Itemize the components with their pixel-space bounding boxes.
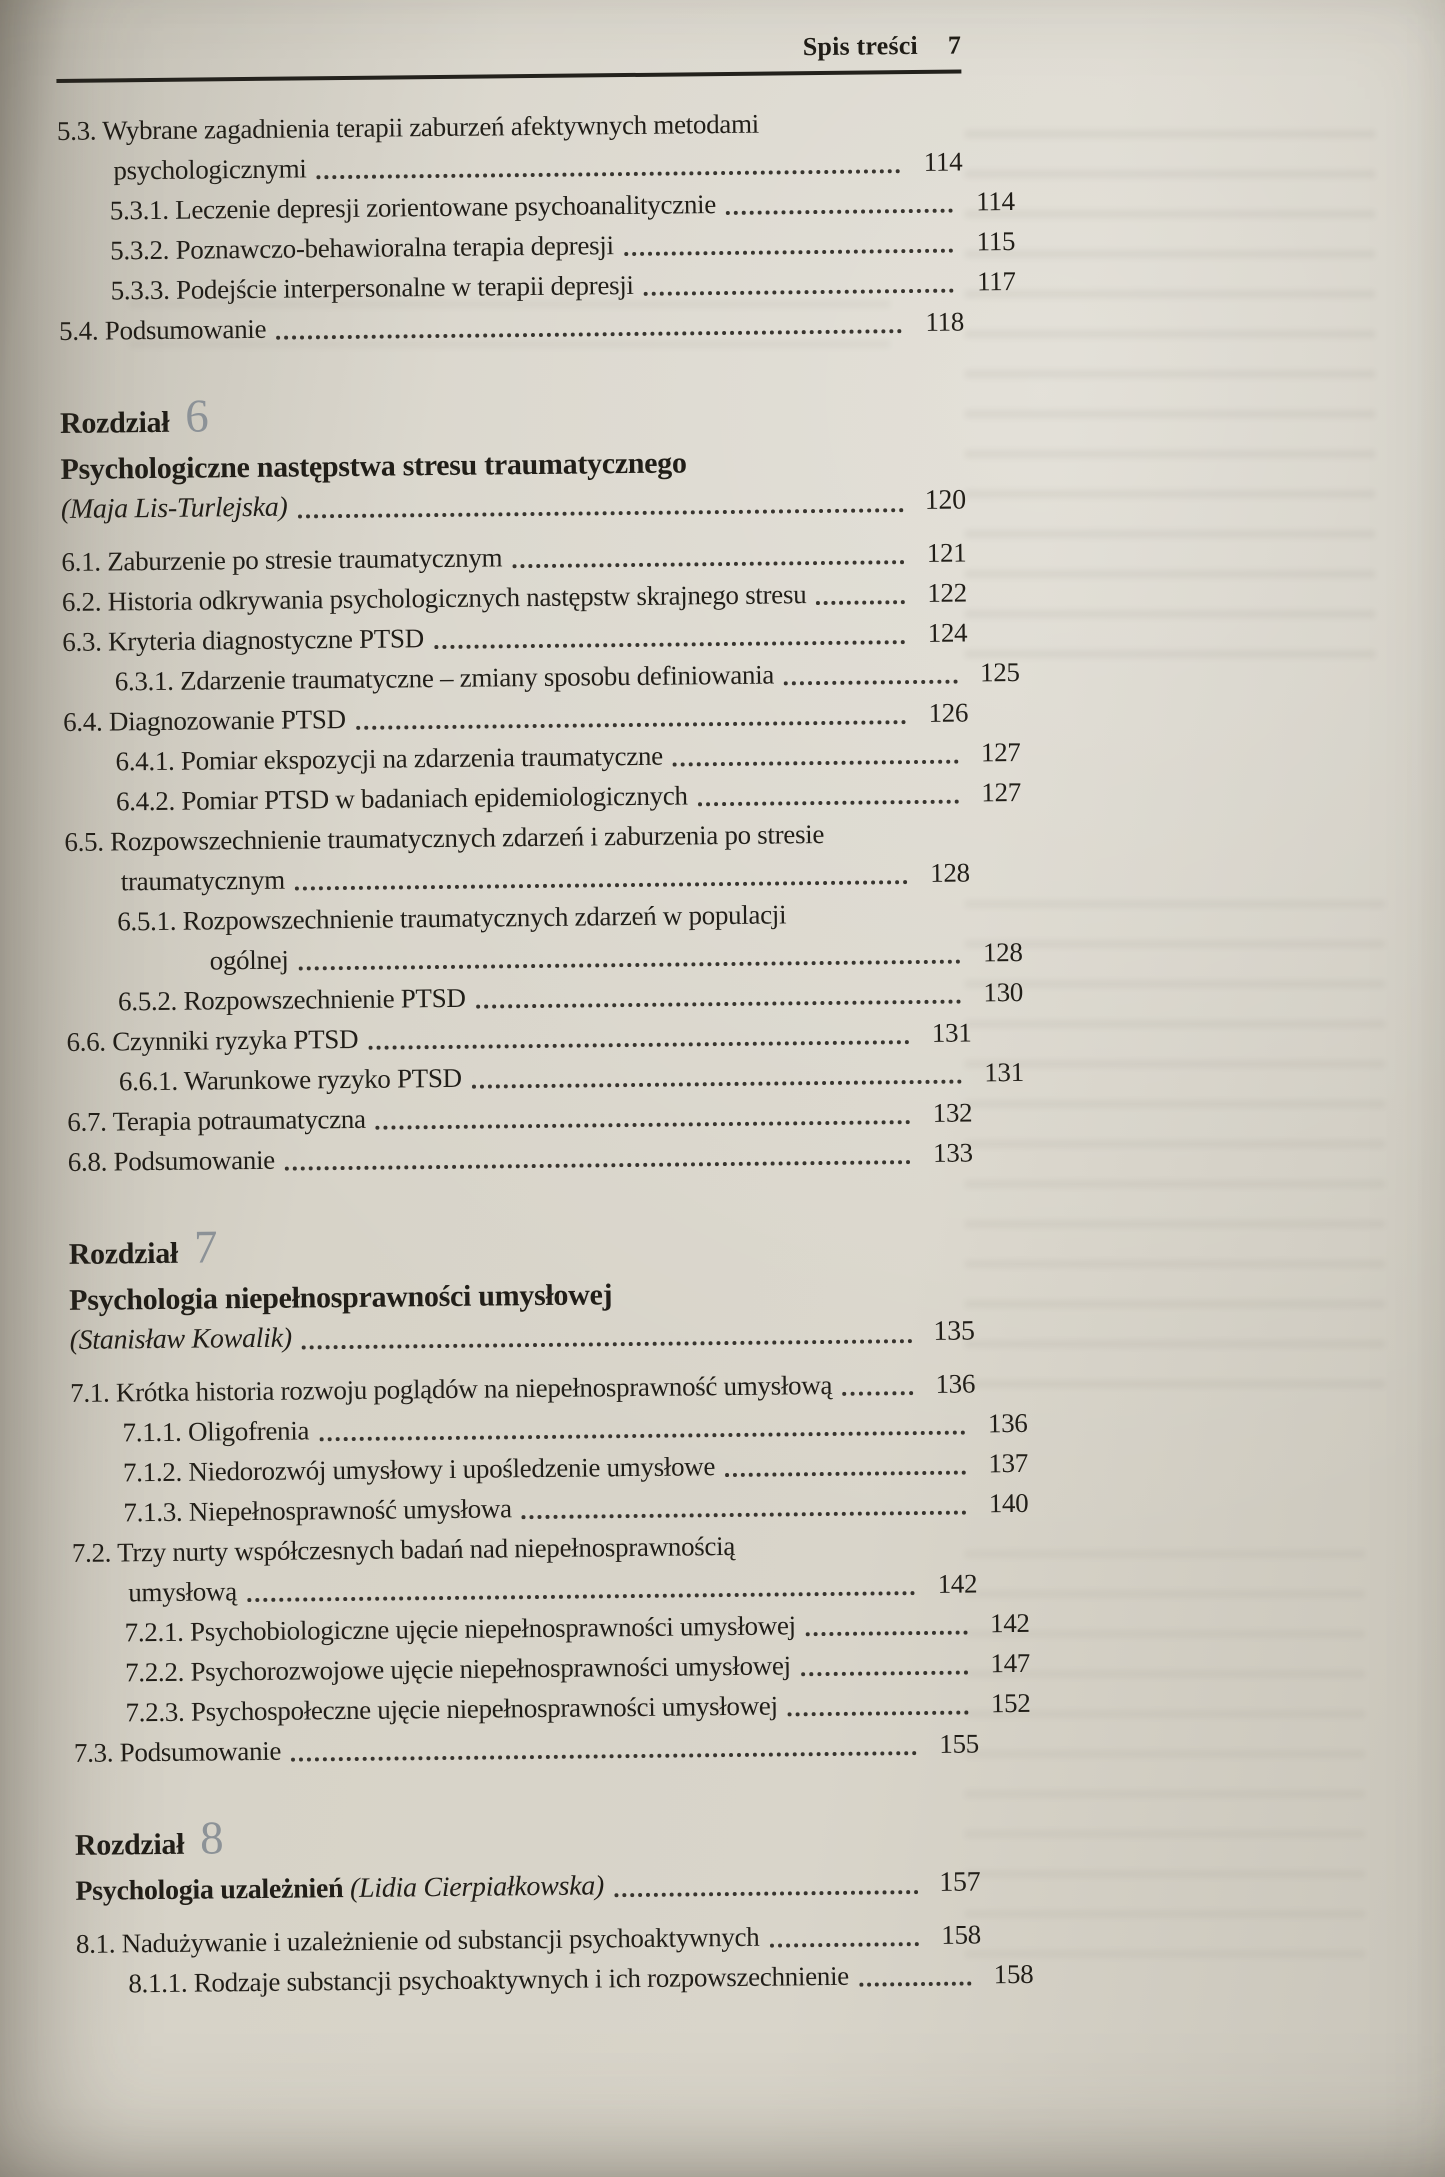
toc-page-number: 140 [988,1487,1029,1519]
dotted-leader [376,1120,911,1130]
toc-entry-number: 5.3.1. [109,194,176,226]
toc-entries-group [70,1363,1031,1772]
chapter-heading [75,1807,981,1911]
toc-entry-number: 6.5.2. [117,985,184,1017]
dotted-leader [472,1080,962,1089]
toc-entry-line: 6.5.1. Rozpowszechnienie traumatycznych zdarzeń w populacji [117,899,787,937]
dotted-leader [247,1591,915,1602]
toc-entry-line: 7.2. Trzy nurty współczesnych badań nad niepełnosprawnością [71,1530,736,1568]
toc-entry-text: 8.1. Nadużywanie i uzależnienie od substancji psychoaktywnych [75,1921,760,1959]
chapter-number: 7 [193,1221,218,1274]
dotted-leader [302,1339,913,1349]
toc-entry-text: 6.8. Podsumowanie [67,1144,276,1177]
toc-entry-text: 6.4. Diagnozowanie PTSD [62,704,346,737]
toc-entry-number: 5.3.2. [110,234,176,266]
toc-page-number: 128 [930,857,970,888]
toc-entry-text: 5.3.1. Leczenie depresji zorientowane psychoanalitycznie [109,189,717,226]
chapter-author-row [69,1311,974,1360]
toc-entry-number: 6.5.1. [117,905,183,937]
chapter-number: 6 [184,390,209,443]
toc-entry-text: 7.3. Podsumowanie [73,1735,282,1768]
toc-entry-number: 6.3. [62,626,109,657]
chapter-number: 8 [199,1812,224,1865]
header-rule [56,70,961,83]
toc-entry-text: ogólnej [209,944,289,976]
toc-page-number: 114 [923,146,963,177]
toc-page-number: 117 [976,265,1016,297]
toc-entry-number: 6.3.1. [114,665,181,697]
chapter-label [75,1807,980,1865]
toc-entry [128,1954,1033,2003]
toc-page-number: 157 [939,1866,981,1898]
toc-entry-number: 5.4. [58,315,105,346]
toc-entry-number: 7.1.1. [122,1416,189,1448]
dotted-leader [801,1671,968,1677]
toc-entry-line [128,1954,1033,2003]
chapter-heading [60,386,966,530]
chapter-title: Psychologia niepełnosprawności umysłowej [69,1278,613,1317]
toc-entry-text: 7.2.3. Psychospołeczne ujęcie niepełnosprawności umysłowej [125,1690,778,1728]
chapter-label [68,1216,973,1274]
toc-entry [68,1132,973,1181]
toc-entry-number: 5.3.3. [110,274,177,306]
toc-entry-text: 6.1. Zaburzenie po stresie traumatycznym [61,542,503,577]
page-header [56,31,961,70]
dotted-leader [319,1431,965,1442]
toc-page-number: 131 [984,1056,1025,1088]
toc-entry-number: 7.1.2. [122,1456,189,1488]
toc-page-number: 152 [990,1687,1031,1719]
toc-entry [57,102,963,191]
toc-entry-number: 6.5. [64,826,111,857]
toc-page-number: 127 [980,736,1021,768]
dotted-leader [842,1391,913,1396]
dotted-leader [769,1942,919,1948]
dotted-leader [295,880,908,890]
toc-entry-number: 7.1.3. [123,1496,189,1528]
chapter-label-word: Rozdział [59,405,170,440]
toc-page-number: 158 [993,1958,1034,1990]
dotted-leader [673,760,959,767]
toc-page-number: 126 [928,697,969,728]
toc-page-number: 142 [989,1607,1030,1639]
toc-entry-text: 6.7. Terapia potraumatyczna [67,1103,366,1137]
toc-page-number: 124 [927,617,968,648]
toc-entry-line [59,302,964,351]
show-through-ghost [965,900,1385,1420]
toc-page-number: 142 [937,1568,978,1599]
toc-entry-line: 5.3. Wybrane zagadnienia terapii zaburzeń afektywnych metodami [56,108,760,146]
dotted-leader [806,1631,968,1637]
toc-entry-text: 6.3.1. Zdarzenie traumatyczne – zmiany sposobu definiowania [114,659,775,697]
dotted-leader [476,1000,961,1009]
toc-entry-number: 6.7. [67,1106,113,1137]
toc-entry-text: 6.4.1. Pomiar ekspozycji na zdarzenia traumatyczne [115,740,663,777]
dotted-leader [356,720,906,730]
toc-entry-text: 6.6. Czynniki ryzyka PTSD [66,1023,359,1057]
chapter-author: (Maja Lis-Turlejska) [60,491,288,525]
toc-entries-group [56,102,1016,351]
toc-entry-number: 7.2.3. [125,1696,192,1728]
dotted-leader [859,1982,971,1987]
chapter-label-word: Rozdział [68,1236,179,1271]
toc-page-number: 130 [983,976,1024,1008]
toc-entry-number: 6.1. [61,546,108,577]
dotted-leader [614,1890,918,1897]
toc-entry-text: 8.1.1. Rodzaje substancji psychoaktywnych i ich rozpowszechnienie [128,1960,850,1999]
dotted-leader [784,680,958,686]
dotted-leader [512,560,904,568]
dotted-leader [317,169,901,179]
dotted-leader [726,209,953,215]
toc-page-number: 136 [935,1368,976,1399]
chapter-title: Psychologia uzależnień [75,1873,344,1907]
toc-page-number: 121 [926,537,967,568]
toc-entry-text: 6.2. Historia odkrywania psychologicznych następstw skrajnego stresu [61,579,807,617]
toc-entries-group [61,532,1025,1181]
toc-entry-number: 7.1. [70,1377,117,1408]
toc-page-number: 114 [975,185,1015,217]
toc-entry-text: 5.3.3. Podejście interpersonalne w terapii depresji [110,269,634,306]
toc-entry-text: traumatycznym [120,864,286,897]
toc-page-number: 158 [941,1919,982,1950]
toc-page-number: 122 [927,577,967,608]
toc-entry [117,892,1023,981]
toc-entry-number: 6.4.2. [115,785,182,817]
toc-list [56,102,1034,2004]
toc-entry-text: 7.1.3. Niepełnosprawność umysłowa [123,1493,512,1528]
toc-entry-number: 7.2. [71,1537,118,1568]
dotted-leader [276,329,902,340]
dotted-leader [624,249,954,256]
toc-entry-number: 7.2.2. [124,1656,191,1688]
toc-page-number: 132 [932,1097,973,1128]
dotted-leader [698,800,959,807]
toc-entry-text: 7.2.1. Psychobiologiczne ujęcie niepełnosprawności umysłowej [124,1610,796,1648]
toc-page-number: 118 [925,306,965,337]
toc-entry-number: 6.6. [66,1026,113,1057]
chapter-label [60,386,965,444]
chapter-author: (Stanisław Kowalik) [69,1322,292,1356]
toc-entry-line: 6.5. Rozpowszechnienie traumatycznych zdarzeń i zaburzenia po stresie [64,819,825,857]
toc-entry-number: 8.1.1. [128,1967,194,1999]
toc-entry-number: 6.6.1. [118,1065,184,1097]
toc-entry-text: 6.6.1. Warunkowe ryzyko PTSD [118,1062,462,1097]
toc-entry-number: 6.4. [62,706,110,737]
toc-page-number: 147 [990,1647,1031,1679]
header-title: Spis treści [802,30,919,62]
toc-entry-text: 6.5.2. Rozpowszechnienie PTSD [117,982,466,1017]
toc-entry-number: 6.2. [61,586,108,617]
toc-page-number: 120 [924,484,967,516]
toc-entry [72,1523,978,1612]
toc-entry-text: 7.1. Krótka historia rozwoju poglądów na niepełnosprawność umysłową [70,1369,833,1408]
toc-entry-number: 7.3. [73,1737,120,1768]
show-through-ghost [965,130,1375,690]
chapter-label-word: Rozdział [74,1827,185,1862]
toc-page-number: 137 [988,1447,1029,1479]
dotted-leader [725,1471,966,1478]
dotted-leader [522,1511,967,1520]
chapter-title: Psychologiczne następstwa stresu traumatycznego [60,446,687,486]
dotted-leader [368,1040,909,1050]
toc-entries-group [75,1914,1034,2003]
toc-entry-number: 8.1. [75,1928,122,1959]
header-page-number: 7 [947,30,962,60]
toc-entry [64,812,970,901]
dotted-leader [285,1160,911,1171]
toc-entry-text: 5.4. Podsumowanie [58,313,267,346]
toc-entry-number: 6.4.1. [115,745,182,777]
toc-page-number: 125 [979,656,1020,688]
chapter-author: (Lidia Cierpiałkowska) [343,1870,605,1905]
toc-page-number: 128 [982,936,1023,968]
toc-entry-text: 6.3. Kryteria diagnostyczne PTSD [62,623,425,657]
toc-entry-text: 7.1.2. Niedorozwój umysłowy i upośledzenie umysłowe [122,1451,716,1488]
chapter-author-row [61,480,966,529]
toc-entry [59,302,964,351]
chapter-title-inline [75,1866,604,1912]
toc-entry-number: 6.8. [67,1146,114,1177]
dotted-leader [434,640,905,649]
toc-entry-number: 7.2.1. [124,1616,191,1648]
toc-entry-number: 5.3. [56,115,103,146]
chapter-heading [68,1216,974,1360]
toc-entry [74,1723,979,1772]
toc-page-number: 133 [932,1137,973,1168]
toc-entry-text: 7.2.2. Psychorozwojowe ujęcie niepełnosprawności umysłowej [124,1650,791,1688]
dotted-leader [298,508,904,518]
dotted-leader [816,600,905,605]
page-content [56,30,1034,2004]
dotted-leader [291,1751,917,1762]
toc-entry-text: psychologicznymi [113,153,307,186]
toc-entry-text: 5.3.2. Poznawczo-behawioralna terapia depresji [110,230,614,266]
toc-entry-text: 7.1.1. Oligofrenia [122,1415,310,1448]
dotted-leader [644,289,954,296]
toc-entry-line [74,1723,979,1772]
toc-page-number: 136 [987,1407,1028,1439]
toc-page-number: 115 [976,225,1016,257]
toc-page-number: 127 [981,776,1022,808]
toc-page-number: 131 [931,1017,972,1048]
toc-entry-text: 6.4.2. Pomiar PTSD w badaniach epidemiologicznych [115,780,688,817]
dotted-leader [299,960,961,971]
chapter-title-row [75,1862,980,1911]
toc-page-number: 155 [939,1728,980,1759]
toc-entry-text: umysłową [128,1576,238,1608]
toc-entry-line [68,1132,973,1181]
dotted-leader [788,1711,969,1717]
toc-page-number: 135 [933,1315,975,1347]
